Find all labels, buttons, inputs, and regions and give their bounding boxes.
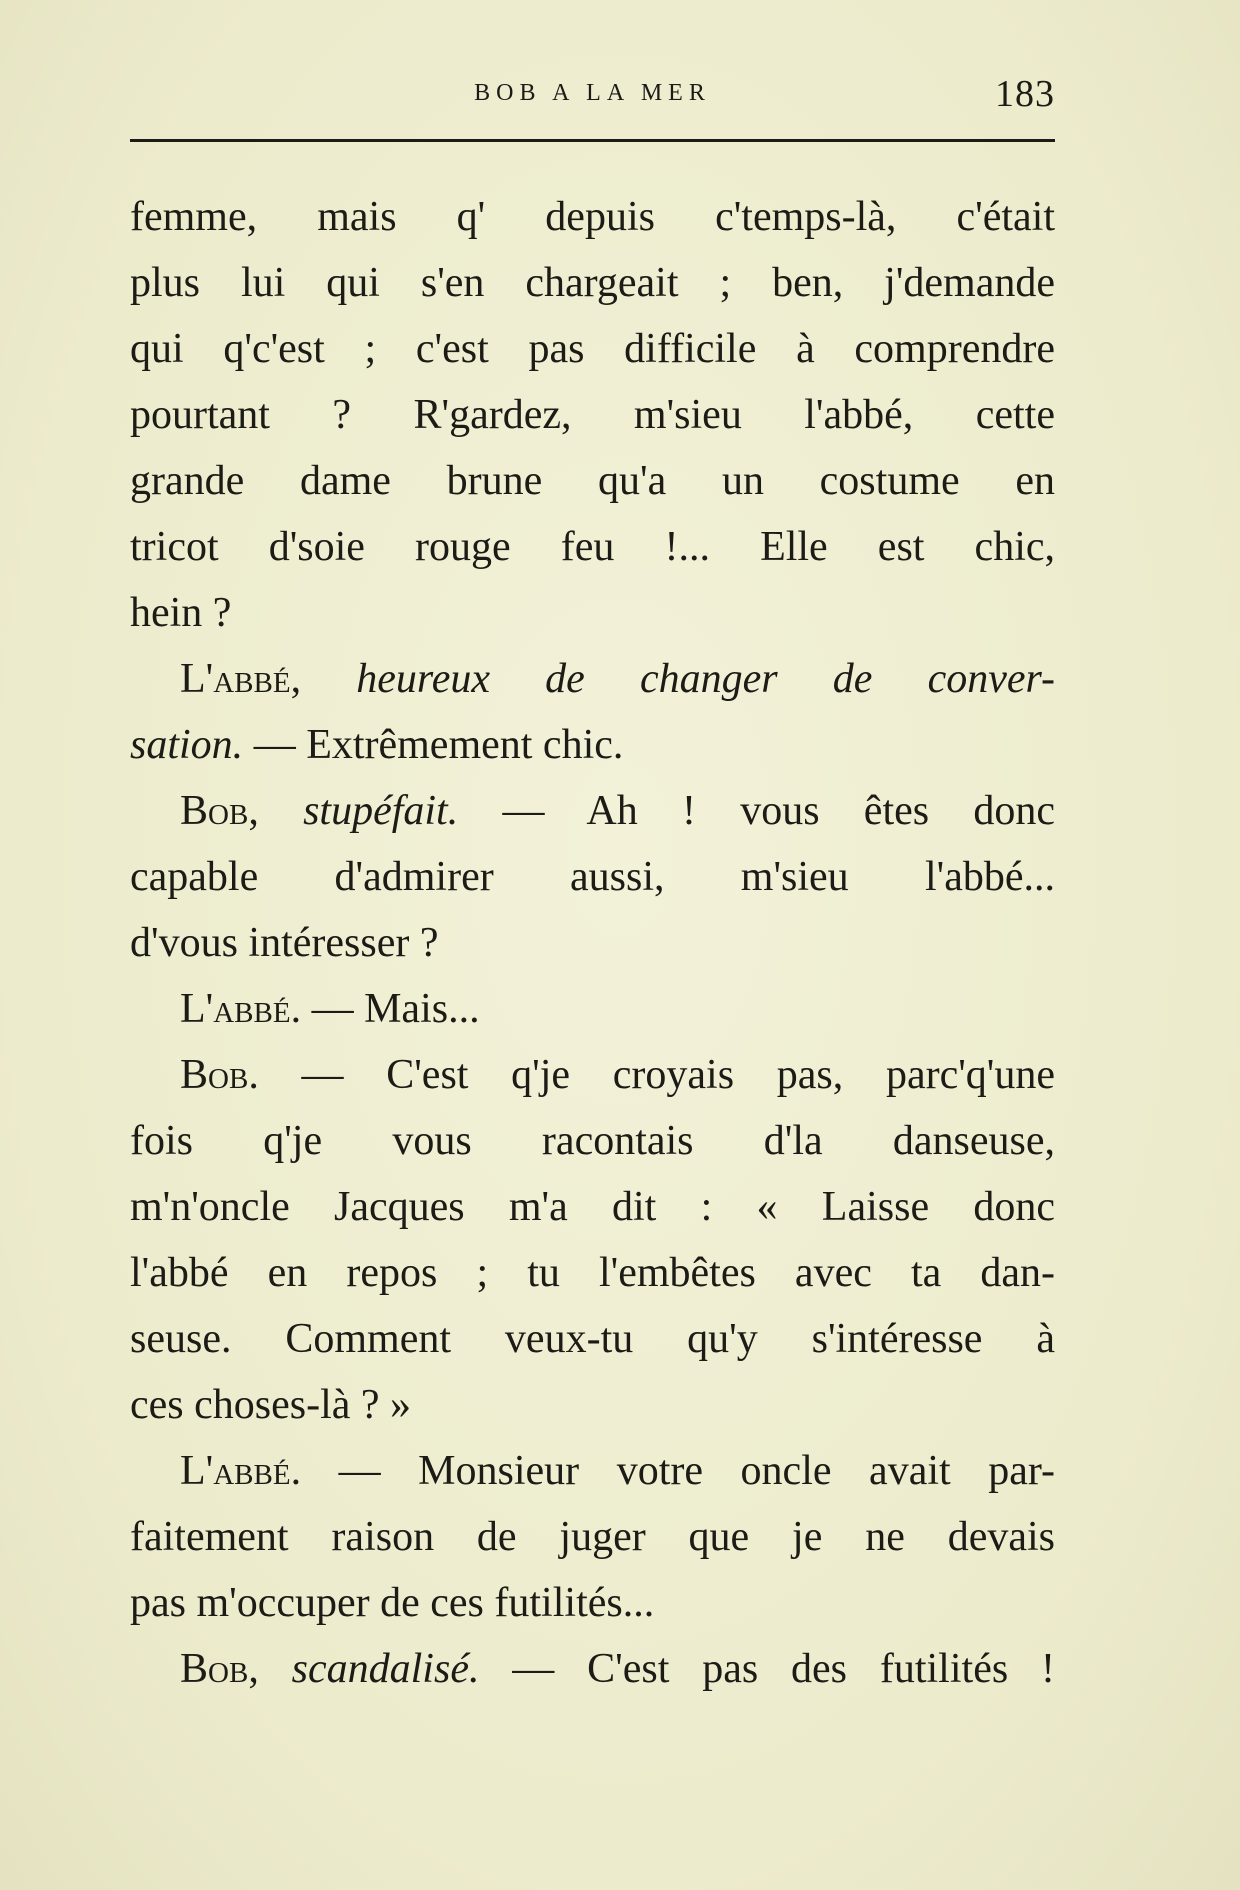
text-run: l'abbé en repos ; tu l'embêtes avec ta dan- <box>130 1250 1055 1296</box>
speaker-name: Bob <box>180 1646 249 1692</box>
text-run: tricot d'soie rouge feu !... Elle est chic, <box>130 524 1055 570</box>
stage-direction: sation. <box>130 722 244 768</box>
text-run: capable d'admirer aussi, m'sieu l'abbé... <box>130 854 1055 900</box>
text-run: , <box>248 788 304 834</box>
text-run: L' <box>180 986 214 1032</box>
text-run: d'vous intéresser ? <box>130 920 439 966</box>
text-run: seuse. Comment veux-tu qu'y s'intéresse à <box>130 1316 1055 1362</box>
text-line <box>130 250 1055 316</box>
text-run: . — C'est q'je croyais pas, parc'q'une <box>248 1052 1055 1098</box>
text-line <box>130 184 1055 250</box>
stage-direction: scandalisé. <box>291 1646 480 1692</box>
text-run: pas m'occuper de ces futilités... <box>130 1580 655 1626</box>
text-line <box>130 1174 1055 1240</box>
text-run: fois q'je vous racontais d'la danseuse, <box>130 1118 1055 1164</box>
text-line <box>130 1240 1055 1306</box>
stage-direction: heureux de changer de conver- <box>356 656 1056 702</box>
text-line <box>130 448 1055 514</box>
text-line <box>130 580 1055 646</box>
text-run: . — Monsieur votre oncle avait par- <box>290 1448 1055 1494</box>
text-run: — Ah ! vous êtes donc <box>458 788 1055 834</box>
text-run: L' <box>180 1448 214 1494</box>
text-line <box>130 1108 1055 1174</box>
speaker-name: Bob <box>180 1052 249 1098</box>
text-run: qui q'c'est ; c'est pas difficile à comprendre <box>130 326 1055 372</box>
text-line <box>130 910 1055 976</box>
text-line <box>130 1042 1055 1108</box>
text-run: plus lui qui s'en chargeait ; ben, j'demande <box>130 260 1055 306</box>
text-run: , <box>248 1646 292 1692</box>
text-line <box>130 1438 1055 1504</box>
text-run: hein ? <box>130 590 232 636</box>
page-number: 183 <box>995 73 1055 115</box>
text-line <box>130 976 1055 1042</box>
text-line <box>130 514 1055 580</box>
stage-direction: stupéfait. <box>303 788 459 834</box>
speaker-name: abbé <box>213 656 291 702</box>
text-line <box>130 1570 1055 1636</box>
header-rule <box>130 139 1055 142</box>
text-run: , <box>290 656 357 702</box>
text-line <box>130 382 1055 448</box>
speaker-name: abbé <box>213 986 291 1032</box>
text-run: L' <box>180 656 214 702</box>
text-run: pourtant ? R'gardez, m'sieu l'abbé, cette <box>130 392 1055 438</box>
text-run: . — Mais... <box>290 986 480 1032</box>
running-head <box>130 72 1055 115</box>
text-run: ces choses-là ? » <box>130 1382 412 1428</box>
text-run: femme, mais q' depuis c'temps-là, c'était <box>130 194 1055 240</box>
text-line <box>130 844 1055 910</box>
running-title: BOB A LA MER <box>474 80 711 106</box>
text-line <box>130 778 1055 844</box>
body-text <box>130 184 1055 1702</box>
text-line <box>130 646 1055 712</box>
text-line <box>130 1504 1055 1570</box>
speaker-name: Bob <box>180 788 249 834</box>
text-line <box>130 1306 1055 1372</box>
text-run: grande dame brune qu'a un costume en <box>130 458 1055 504</box>
text-run: m'n'oncle Jacques m'a dit : « Laisse donc <box>130 1184 1055 1230</box>
text-run: — C'est pas des futilités ! <box>479 1646 1056 1692</box>
text-line <box>130 712 1055 778</box>
text-line <box>130 1372 1055 1438</box>
speaker-name: abbé <box>213 1448 291 1494</box>
text-run: faitement raison de juger que je ne devais <box>130 1514 1055 1560</box>
text-run: — Extrêmement chic. <box>243 722 624 768</box>
text-line <box>130 1636 1055 1702</box>
text-line <box>130 316 1055 382</box>
